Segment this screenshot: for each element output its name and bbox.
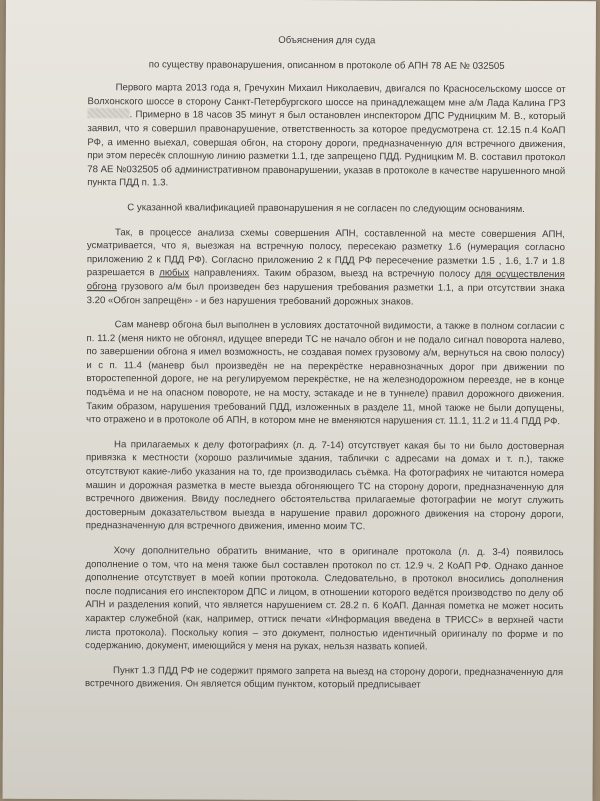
paragraph-incident-part-a: Первого марта 2013 года я, Гречухин Михаил Николаевич, двигался по Красносельскому шоссе от Волхонского шоссе в сторону Санкт-Петербургского шоссе на принадлежащем мне а/м Лада Калина ГРЗ bbox=[87, 82, 566, 109]
paragraph-rule-1-3: Пункт 1.3 ПДД РФ не содержит прямого запрета на выезд на сторону дороги, предназначенную для встречного движения. Он является общим пунктом, который предписывает bbox=[84, 664, 564, 691]
document-page bbox=[3, 0, 596, 801]
paragraph-photos: На прилагаемых к делу фотографиях (л. д. 7-14) отсутствует какая бы то ни было достоверная привязка к местности (хорошо различимые здания, таблички с адресами на домах и т. п.), также отсутствуют какие-либо указания на то, где производилась съёмка. На фотографиях не читаются номера машин и дорожная разметка в месте выезда обгоняющего ТС на сторону дороги, предназначенную для встречного движения. Ввиду последнего обстоятельства прилагаемые фотографии не могут служить достоверным доказательством выезда в нарушение правил дорожного движения на сторону дороги, предназначенную для встречного движения, именно моим ТС. bbox=[85, 439, 565, 533]
paragraph-incident bbox=[87, 81, 565, 192]
paragraph-maneuver: Сам маневр обгона был выполнен в условиях достаточной видимости, а также в полном согласии с п. 11.2 (меня никто не обгонял, идущее впереди ТС не начало обгон и не подало сигнал поворота налево, по завершении обгона я имел возможность, не создавая помех грузовому а/м, вернуться на свою полосу) и с п. 11.4 (маневр был произведён не на перекрёстке неравнозначных дорог при движении по второстепенной дороге, не на регулируемом перекрёстке, не на железнодорожном переезде, не в конце подъёма и не на опасном повороте, не на мосту, эстакаде и не в туннеле) правил дорожного движения. Таким образом, нарушения требований ПДД, изложенных в разделе 11, мной также не были допущены, что отражено и в протоколе об АПН, в котором мне не вменяются нарушения ст. 11.1, 11.2 и 11.4 ПДД РФ. bbox=[86, 319, 565, 428]
paragraph-incident-part-b: . Примерно в 18 часов 35 минут я был остановлен инспектором ДПС Рудницким М. В., который заявил, что я совершил правонарушение, ответственность за которое предусмотрена ст. 12.15 п.4 КоАП РФ, а именно выехал, совершая обгон, на сторону дороги, предназначенную для встречного движения, при этом пересёк сплошную линию разметки 1.1, где запрещено ПДД. Рудницким М. В. составил протокол 78 АЕ №032505 об административном правонарушении, указав в протоколе в качестве нарушенного мной пункта ПДД п. 1.3. bbox=[87, 109, 566, 189]
underlined-for-overtaking: для осуществления обгона bbox=[86, 269, 565, 293]
paragraph-protocol-addition: Хочу дополнительно обратить внимание, что в оригинале протокола (л. д. 3-4) появилось дополнение о том, что на меня также был составлен протокол по ст. 12.9 ч. 2 КоАП РФ. Однако данное дополнение отсутствует в моей копии протокола. Следовательно, в протокол вносились дополнения после подписания его инспектором ДПС и лицом, в отношении которого ведётся производство по делу об АПН и разделения копий, что является нарушением ст. 28.2 п. 6 КоАП. Данная пометка не может носить характер служебной (как, например, оттиск печати «Информация введена в ТРИСС» в верхней части листа протокола). Поскольку копия – это документ, полностью идентичный оригиналу по форме и по содержанию, документ, имеющийся у меня на руках, нельзя назвать копией. bbox=[85, 545, 564, 653]
document-subtitle: по существу правонарушения, описанном в протоколе об АПН 78 АЕ № 032505 bbox=[148, 58, 505, 72]
paragraph-markings-part-b: направлениях. Таким образом, выезд на встречную полосу bbox=[193, 267, 471, 281]
redacted-plate-number bbox=[87, 108, 129, 118]
paragraph-markings-part-a: Так, в процессе анализа схемы совершения АПН, составленной на месте совершения АПН, усматривается, что я, выезжая на встречную полосу, пересекаю разметку 1.6 (нумерация согласно приложению 2 к ПДД РФ). Согласно приложению 2 к ПДД РФ пересечение разметки 1.5 , 1.6, 1.7 и 1.8 разрешается в bbox=[86, 226, 566, 279]
paragraph-disagreement: С указанной квалификацией правонарушения я не согласен по следующим основаниям. bbox=[127, 202, 525, 215]
underlined-any: любых bbox=[159, 267, 190, 279]
document-title: Объяснения для суда bbox=[278, 34, 376, 47]
document-body bbox=[85, 33, 566, 704]
paragraph-markings-part-c: грузового а/м был произведен без нарушения требования разметки 1.1, а при отсутствии знака 3.20 «Обгон запрещён» - и без нарушения требований дорожных знаков. bbox=[86, 281, 565, 307]
paragraph-markings bbox=[87, 226, 565, 310]
